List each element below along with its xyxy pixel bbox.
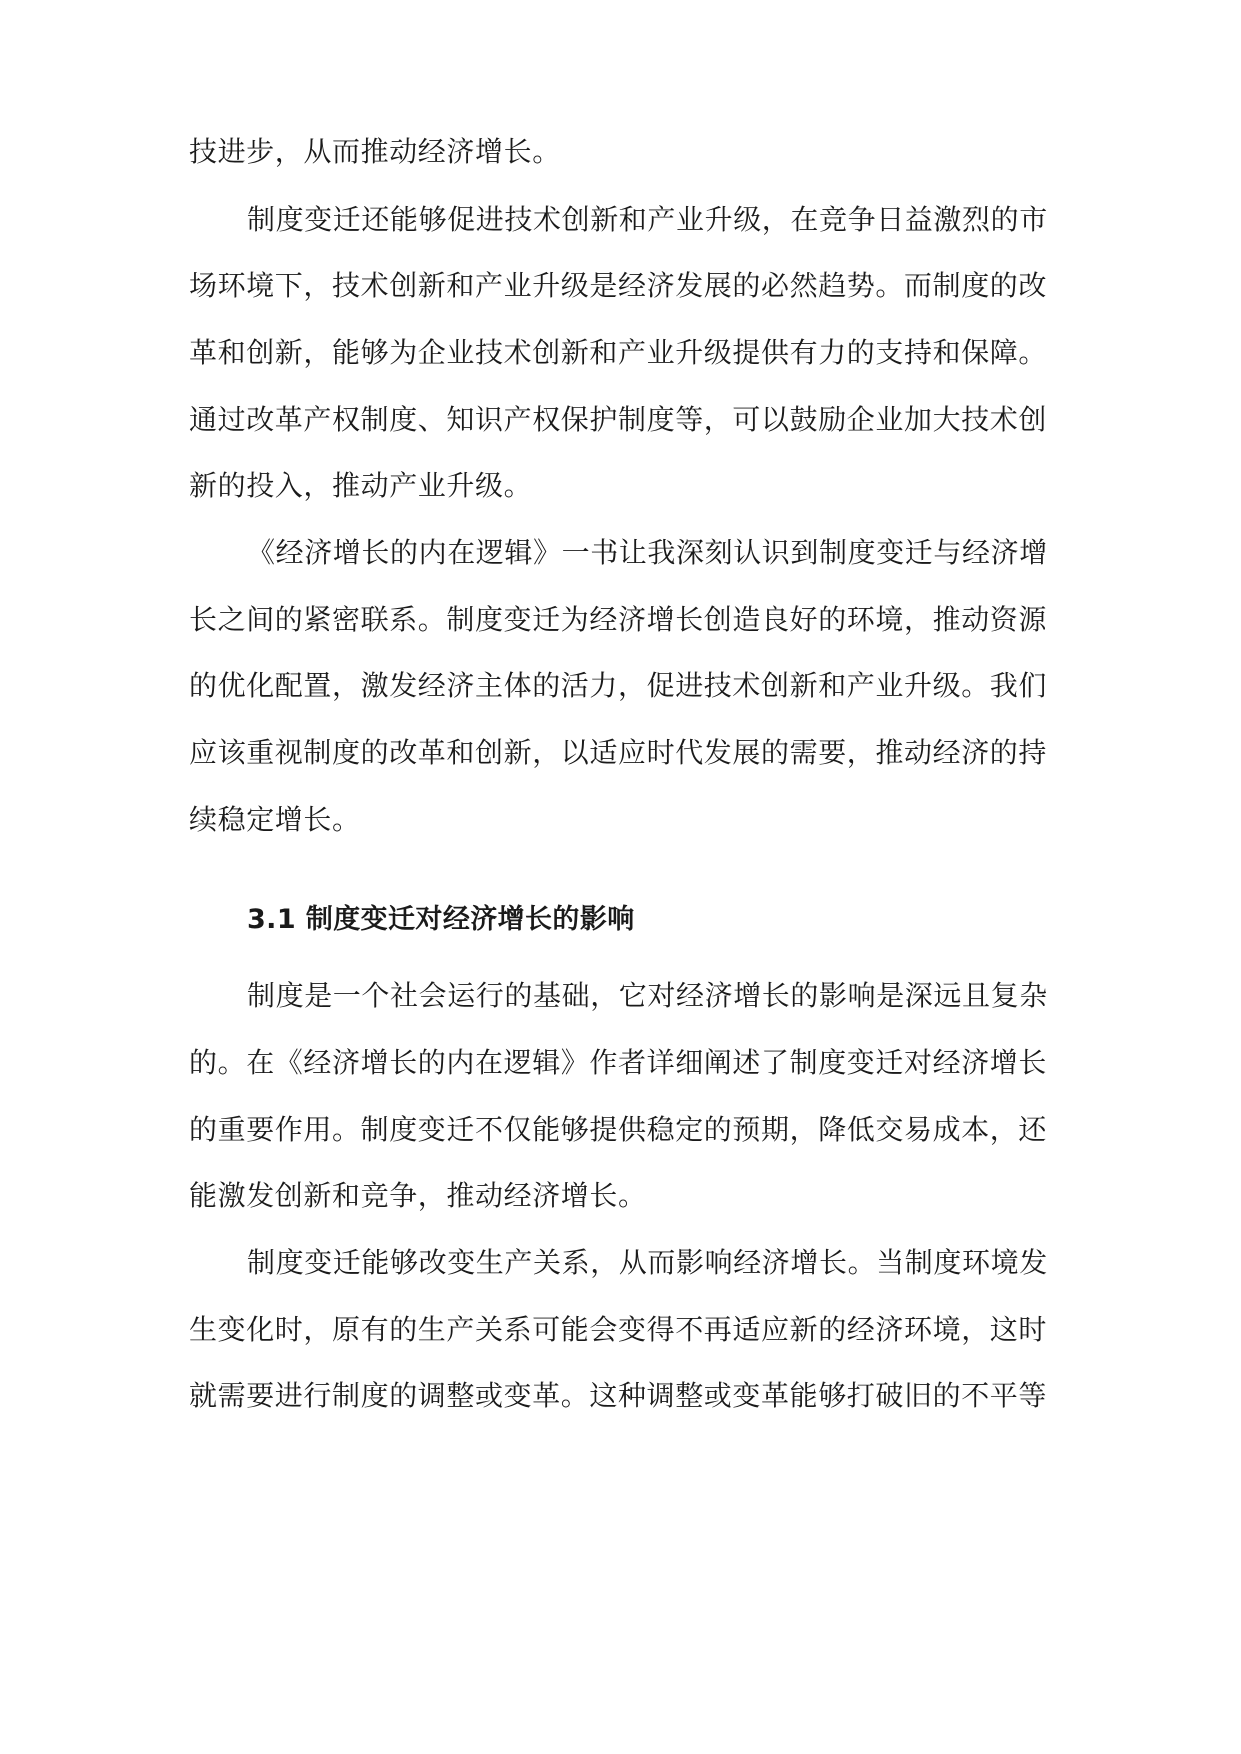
paragraph-line: 场环境下，技术创新和产业升级是经济发展的必然趋势。而制度的改 <box>189 269 1048 302</box>
paragraph-line: 《经济增长的内在逻辑》一书让我深刻认识到制度变迁与经济增 <box>247 536 1048 569</box>
paragraph-line: 制度变迁还能够促进技术创新和产业升级，在竞争日益激烈的市 <box>247 203 1048 236</box>
paragraph-line: 长之间的紧密联系。制度变迁为经济增长创造良好的环境，推动资源 <box>189 603 1048 636</box>
paragraph-line: 的重要作用。制度变迁不仅能够提供稳定的预期，降低交易成本，还 <box>189 1113 1048 1146</box>
paragraph-line: 续稳定增长。 <box>189 803 361 836</box>
paragraph-line: 就需要进行制度的调整或变革。这种调整或变革能够打破旧的不平等 <box>189 1379 1048 1412</box>
paragraph-line: 新的投入，推动产业升级。 <box>189 469 533 502</box>
paragraph-line: 的。在《经济增长的内在逻辑》作者详细阐述了制度变迁对经济增长 <box>189 1046 1048 1079</box>
paragraph-line: 革和创新，能够为企业技术创新和产业升级提供有力的支持和保障。 <box>189 336 1048 369</box>
paragraph-line: 生变化时，原有的生产关系可能会变得不再适应新的经济环境，这时 <box>189 1313 1048 1346</box>
paragraph-line: 制度变迁能够改变生产关系，从而影响经济增长。当制度环境发 <box>247 1246 1048 1279</box>
section-heading: 3.1 制度变迁对经济增长的影响 <box>247 904 635 935</box>
paragraph-line: 应该重视制度的改革和创新，以适应时代发展的需要，推动经济的持 <box>189 736 1048 769</box>
paragraph-line: 通过改革产权制度、知识产权保护制度等，可以鼓励企业加大技术创 <box>189 403 1048 436</box>
paragraph-line: 能激发创新和竞争，推动经济增长。 <box>189 1179 647 1212</box>
paragraph-line: 的优化配置，激发经济主体的活力，促进技术创新和产业升级。我们 <box>189 669 1048 702</box>
paragraph-line: 制度是一个社会运行的基础，它对经济增长的影响是深远且复杂 <box>247 979 1048 1012</box>
paragraph-line: 技进步，从而推动经济增长。 <box>189 135 561 168</box>
